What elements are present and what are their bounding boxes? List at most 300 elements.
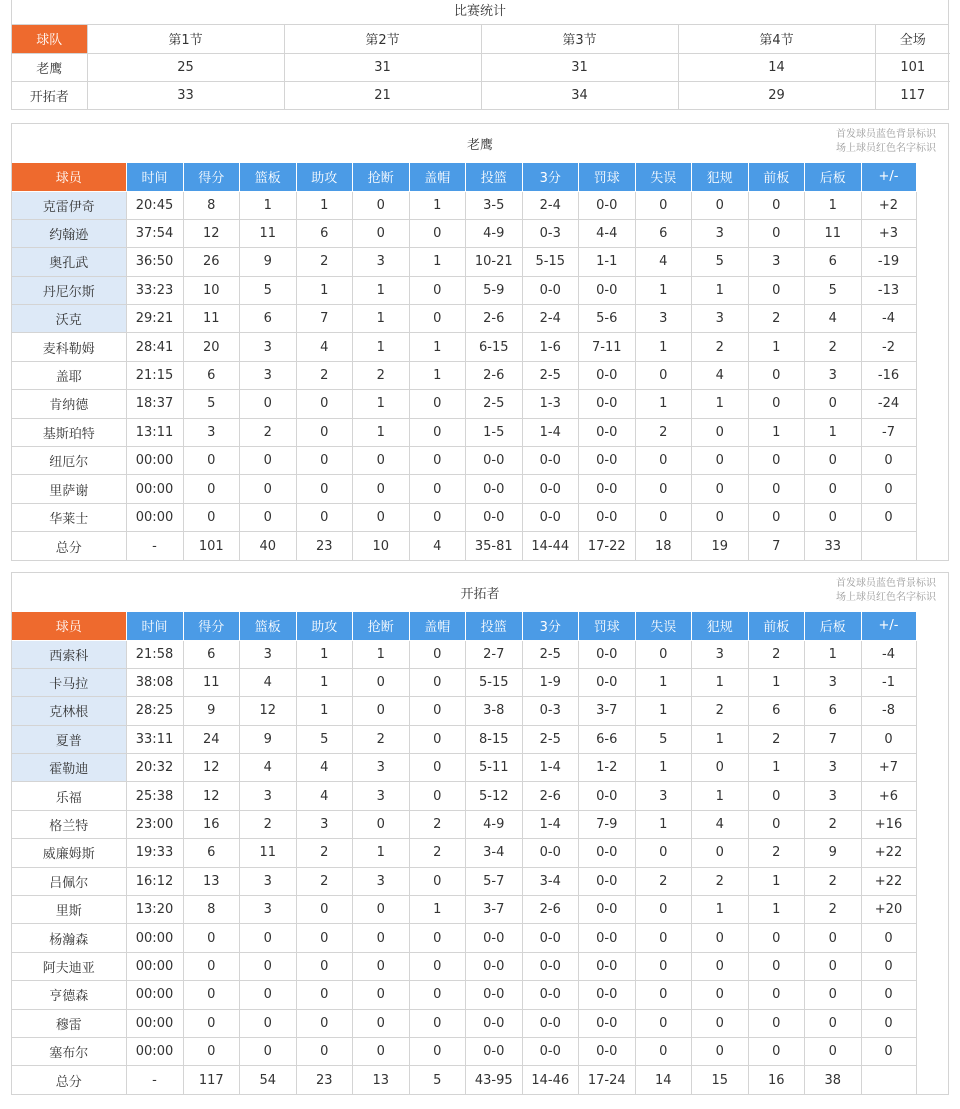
stat-blocks: 0 (409, 725, 466, 753)
stat-off-reb: 0 (748, 1037, 805, 1065)
stat-rebounds: 0 (240, 503, 297, 531)
stat-ft: 0-0 (579, 361, 636, 389)
stat-three-pt: 2-4 (522, 191, 579, 219)
summary-q1-score: 33 (87, 81, 284, 109)
stat-assists: 0 (296, 952, 353, 980)
stat-plus-minus: +16 (861, 810, 916, 838)
stat-def-reb: 3 (805, 668, 862, 696)
stat-fg: 2-6 (466, 361, 523, 389)
stat-rebounds: 6 (240, 305, 297, 333)
stat-fouls: 0 (692, 952, 749, 980)
player-row (12, 390, 916, 418)
stat-rebounds: 3 (240, 361, 297, 389)
stat-ft: 0-0 (579, 839, 636, 867)
summary-row-blazers (12, 81, 950, 109)
stat-points: 0 (183, 1037, 240, 1065)
total-turnovers: 14 (635, 1066, 692, 1094)
stat-assists: 0 (296, 447, 353, 475)
stat-plus-minus: -7 (861, 418, 916, 446)
player-name[interactable]: 穆雷 (12, 1009, 126, 1037)
player-name[interactable]: 丹尼尔斯 (12, 276, 126, 304)
stat-assists: 0 (296, 475, 353, 503)
stat-turnovers: 0 (635, 640, 692, 668)
stat-def-reb: 1 (805, 418, 862, 446)
stat-fg: 4-9 (466, 219, 523, 247)
stat-off-reb: 0 (748, 447, 805, 475)
player-name[interactable]: 基斯珀特 (12, 418, 126, 446)
stat-blocks: 0 (409, 1037, 466, 1065)
stat-plus-minus: +2 (861, 191, 916, 219)
player-name[interactable]: 卡马拉 (12, 668, 126, 696)
stat-three-pt: 2-5 (522, 361, 579, 389)
stat-three-pt: 0-0 (522, 1009, 579, 1037)
stat-ft: 6-6 (579, 725, 636, 753)
stat-off-reb: 6 (748, 697, 805, 725)
player-row (12, 219, 916, 247)
stat-def-reb: 2 (805, 810, 862, 838)
player-name[interactable]: 夏普 (12, 725, 126, 753)
stat-fouls: 0 (692, 754, 749, 782)
stat-minutes: 16:12 (126, 867, 183, 895)
stat-ft: 1-2 (579, 754, 636, 782)
stat-fouls: 1 (692, 896, 749, 924)
stat-minutes: 00:00 (126, 475, 183, 503)
stat-three-pt: 1-9 (522, 668, 579, 696)
stat-rebounds: 4 (240, 754, 297, 782)
stat-def-reb: 3 (805, 782, 862, 810)
stat-assists: 3 (296, 810, 353, 838)
summary-row-hawks (12, 53, 950, 81)
summary-q1-score: 25 (87, 53, 284, 81)
stat-turnovers: 1 (635, 810, 692, 838)
stat-rebounds: 2 (240, 418, 297, 446)
stat-rebounds: 5 (240, 276, 297, 304)
stat-turnovers: 1 (635, 333, 692, 361)
stat-steals: 0 (353, 503, 410, 531)
stat-rebounds: 2 (240, 810, 297, 838)
total-fg: 35-81 (466, 532, 523, 560)
stat-three-pt: 2-4 (522, 305, 579, 333)
stat-plus-minus: +3 (861, 219, 916, 247)
stat-assists: 7 (296, 305, 353, 333)
stat-fg: 0-0 (466, 924, 523, 952)
summary-header-q4: 第4节 (678, 25, 875, 53)
column-header-turnovers[interactable]: 失误 (635, 163, 692, 191)
stat-blocks: 0 (409, 305, 466, 333)
stat-blocks: 0 (409, 952, 466, 980)
stat-assists: 0 (296, 896, 353, 924)
summary-q3-score: 31 (481, 53, 678, 81)
column-header-points[interactable]: 得分 (183, 612, 240, 640)
stat-fg: 2-6 (466, 305, 523, 333)
stat-fouls: 3 (692, 640, 749, 668)
stat-rebounds: 12 (240, 697, 297, 725)
stat-ft: 0-0 (579, 640, 636, 668)
column-header-player[interactable]: 球员 (12, 612, 126, 640)
stat-rebounds: 9 (240, 248, 297, 276)
player-row (12, 333, 916, 361)
stat-plus-minus: +22 (861, 867, 916, 895)
player-name[interactable]: 约翰逊 (12, 219, 126, 247)
player-name[interactable]: 盖耶 (12, 361, 126, 389)
stat-turnovers: 0 (635, 191, 692, 219)
stat-def-reb: 0 (805, 390, 862, 418)
player-name[interactable]: 吕佩尔 (12, 867, 126, 895)
stat-rebounds: 4 (240, 668, 297, 696)
stat-three-pt: 1-4 (522, 418, 579, 446)
stat-points: 0 (183, 475, 240, 503)
stat-rebounds: 1 (240, 191, 297, 219)
stat-assists: 2 (296, 867, 353, 895)
player-name[interactable]: 华莱士 (12, 503, 126, 531)
stat-assists: 0 (296, 981, 353, 1009)
total-blocks: 4 (409, 532, 466, 560)
stat-off-reb: 0 (748, 276, 805, 304)
summary-q2-score: 31 (284, 53, 481, 81)
player-name[interactable]: 沃克 (12, 305, 126, 333)
stat-minutes: 38:08 (126, 668, 183, 696)
stat-def-reb: 5 (805, 276, 862, 304)
stat-blocks: 0 (409, 668, 466, 696)
stat-blocks: 0 (409, 981, 466, 1009)
stat-points: 20 (183, 333, 240, 361)
player-name[interactable]: 阿夫迪亚 (12, 952, 126, 980)
stat-steals: 1 (353, 418, 410, 446)
stat-steals: 0 (353, 475, 410, 503)
column-header-steals[interactable]: 抢断 (353, 612, 410, 640)
stat-def-reb: 3 (805, 361, 862, 389)
stat-off-reb: 0 (748, 475, 805, 503)
column-header-assists[interactable]: 助攻 (296, 163, 353, 191)
stat-fouls: 0 (692, 447, 749, 475)
player-name[interactable]: 亨德森 (12, 981, 126, 1009)
column-header-plus-minus[interactable]: +/- (861, 612, 916, 640)
stat-fg: 5-12 (466, 782, 523, 810)
stat-turnovers: 1 (635, 754, 692, 782)
stat-plus-minus: 0 (861, 503, 916, 531)
stat-assists: 5 (296, 725, 353, 753)
stat-def-reb: 9 (805, 839, 862, 867)
stat-turnovers: 0 (635, 361, 692, 389)
stat-plus-minus: 0 (861, 981, 916, 1009)
player-name[interactable]: 格兰特 (12, 810, 126, 838)
stat-def-reb: 2 (805, 867, 862, 895)
stat-rebounds: 0 (240, 475, 297, 503)
stat-def-reb: 11 (805, 219, 862, 247)
player-name[interactable]: 肯纳德 (12, 390, 126, 418)
column-header-off-reb[interactable]: 前板 (748, 163, 805, 191)
total-three-pt: 14-44 (522, 532, 579, 560)
column-header-points[interactable]: 得分 (183, 163, 240, 191)
stat-plus-minus: -4 (861, 305, 916, 333)
stat-minutes: 00:00 (126, 924, 183, 952)
stat-def-reb: 0 (805, 503, 862, 531)
total-ft: 17-22 (579, 532, 636, 560)
stat-three-pt: 0-0 (522, 981, 579, 1009)
total-ft: 17-24 (579, 1066, 636, 1094)
stat-plus-minus: 0 (861, 1009, 916, 1037)
stat-turnovers: 0 (635, 952, 692, 980)
player-name[interactable]: 塞布尔 (12, 1037, 126, 1065)
stat-turnovers: 3 (635, 782, 692, 810)
stat-plus-minus: -4 (861, 640, 916, 668)
stat-ft: 0-0 (579, 924, 636, 952)
stat-plus-minus: 0 (861, 1037, 916, 1065)
team-boxscore-hawks (11, 123, 949, 561)
player-name[interactable]: 乐福 (12, 782, 126, 810)
stat-points: 8 (183, 896, 240, 924)
total-three-pt: 14-46 (522, 1066, 579, 1094)
column-header-off-reb[interactable]: 前板 (748, 612, 805, 640)
stat-steals: 1 (353, 333, 410, 361)
summary-full-score: 117 (900, 87, 926, 103)
stat-minutes: 00:00 (126, 981, 183, 1009)
player-row (12, 725, 916, 753)
stat-three-pt: 0-0 (522, 924, 579, 952)
player-row (12, 475, 916, 503)
stat-three-pt: 0-0 (522, 447, 579, 475)
stat-steals: 1 (353, 839, 410, 867)
stat-def-reb: 6 (805, 248, 862, 276)
stat-assists: 1 (296, 668, 353, 696)
column-header-steals[interactable]: 抢断 (353, 163, 410, 191)
stat-ft: 0-0 (579, 191, 636, 219)
stat-plus-minus: +7 (861, 754, 916, 782)
stat-points: 5 (183, 390, 240, 418)
stat-fouls: 0 (692, 475, 749, 503)
player-name[interactable]: 里萨谢 (12, 475, 126, 503)
stat-ft: 1-1 (579, 248, 636, 276)
player-name[interactable]: 西索科 (12, 640, 126, 668)
summary-title: 比赛统计 (12, 0, 948, 25)
stat-minutes: 36:50 (126, 248, 183, 276)
summary-team-name: 老鹰 (12, 53, 87, 81)
stat-def-reb: 0 (805, 952, 862, 980)
team-boxscore-header (12, 573, 948, 612)
stat-def-reb: 0 (805, 924, 862, 952)
column-header-blocks[interactable]: 盖帽 (409, 163, 466, 191)
stat-rebounds: 3 (240, 867, 297, 895)
stat-ft: 0-0 (579, 390, 636, 418)
stat-points: 6 (183, 839, 240, 867)
stat-turnovers: 0 (635, 475, 692, 503)
column-header-ft[interactable]: 罚球 (579, 612, 636, 640)
stat-steals: 2 (353, 361, 410, 389)
stat-turnovers: 6 (635, 219, 692, 247)
player-row (12, 697, 916, 725)
stat-fouls: 1 (692, 668, 749, 696)
stat-turnovers: 0 (635, 924, 692, 952)
stat-minutes: 20:45 (126, 191, 183, 219)
column-header-turnovers[interactable]: 失误 (635, 612, 692, 640)
stat-off-reb: 1 (748, 896, 805, 924)
stat-steals: 3 (353, 754, 410, 782)
stat-turnovers: 5 (635, 725, 692, 753)
player-stats-table (12, 612, 917, 1094)
stat-points: 6 (183, 640, 240, 668)
stat-assists: 4 (296, 333, 353, 361)
stat-fouls: 0 (692, 1037, 749, 1065)
stat-off-reb: 0 (748, 810, 805, 838)
stat-minutes: 33:11 (126, 725, 183, 753)
column-header-player[interactable]: 球员 (12, 163, 126, 191)
stat-plus-minus: 0 (861, 475, 916, 503)
column-header-three-pt[interactable]: 3分 (522, 612, 579, 640)
stat-turnovers: 0 (635, 503, 692, 531)
stat-off-reb: 1 (748, 754, 805, 782)
stat-turnovers: 0 (635, 1009, 692, 1037)
summary-q2-score: 21 (284, 81, 481, 109)
player-name[interactable]: 麦科勒姆 (12, 333, 126, 361)
total-off-reb: 16 (748, 1066, 805, 1094)
stat-blocks: 0 (409, 503, 466, 531)
stat-ft: 5-6 (579, 305, 636, 333)
player-row (12, 754, 916, 782)
stat-points: 0 (183, 503, 240, 531)
column-header-rebounds[interactable]: 篮板 (240, 163, 297, 191)
stat-fouls: 3 (692, 219, 749, 247)
legend-starter-note: 首发球员蓝色背景标识 (836, 578, 936, 589)
legend-note (836, 577, 936, 605)
column-header-minutes[interactable]: 时间 (126, 612, 183, 640)
player-name[interactable]: 克雷伊奇 (12, 191, 126, 219)
stat-off-reb: 0 (748, 191, 805, 219)
total-blocks: 5 (409, 1066, 466, 1094)
player-name[interactable]: 克林根 (12, 697, 126, 725)
team-name-title: 开拓者 (460, 587, 500, 602)
summary-header-q3: 第3节 (481, 25, 678, 53)
stat-fouls: 2 (692, 697, 749, 725)
column-header-plus-minus[interactable]: +/- (861, 163, 916, 191)
column-header-def-reb[interactable]: 后板 (805, 163, 862, 191)
stat-ft: 0-0 (579, 981, 636, 1009)
stat-assists: 2 (296, 361, 353, 389)
stat-plus-minus: 0 (861, 725, 916, 753)
stat-fg: 5-7 (466, 867, 523, 895)
summary-header-full: 全场 (875, 25, 950, 53)
stat-rebounds: 0 (240, 952, 297, 980)
stat-turnovers: 1 (635, 668, 692, 696)
stat-minutes: 13:11 (126, 418, 183, 446)
stat-off-reb: 2 (748, 640, 805, 668)
stat-blocks: 2 (409, 839, 466, 867)
column-header-ft[interactable]: 罚球 (579, 163, 636, 191)
total-plus-minus (861, 532, 916, 560)
team-name-title: 老鹰 (466, 138, 493, 153)
stat-steals: 1 (353, 390, 410, 418)
stat-blocks: 0 (409, 867, 466, 895)
stat-assists: 1 (296, 640, 353, 668)
stat-ft: 0-0 (579, 952, 636, 980)
stat-assists: 1 (296, 276, 353, 304)
stat-rebounds: 0 (240, 1037, 297, 1065)
stat-fg: 0-0 (466, 475, 523, 503)
column-header-three-pt[interactable]: 3分 (522, 163, 579, 191)
stat-fg: 6-15 (466, 333, 523, 361)
stat-minutes: 20:32 (126, 754, 183, 782)
column-header-def-reb[interactable]: 后板 (805, 612, 862, 640)
stat-rebounds: 0 (240, 1009, 297, 1037)
stat-fg: 3-4 (466, 839, 523, 867)
stat-turnovers: 2 (635, 867, 692, 895)
stat-steals: 3 (353, 867, 410, 895)
stat-def-reb: 0 (805, 475, 862, 503)
stat-minutes: 37:54 (126, 219, 183, 247)
column-header-fg[interactable]: 投篮 (466, 163, 523, 191)
stat-three-pt: 2-5 (522, 640, 579, 668)
stat-three-pt: 5-15 (522, 248, 579, 276)
stat-fg: 3-5 (466, 191, 523, 219)
player-name[interactable]: 奥孔武 (12, 248, 126, 276)
player-name[interactable]: 里斯 (12, 896, 126, 924)
stat-off-reb: 0 (748, 924, 805, 952)
stat-fg: 3-7 (466, 896, 523, 924)
column-header-fg[interactable]: 投篮 (466, 612, 523, 640)
legend-starter-note: 首发球员蓝色背景标识 (836, 129, 936, 140)
column-header-blocks[interactable]: 盖帽 (409, 612, 466, 640)
player-name[interactable]: 杨瀚森 (12, 924, 126, 952)
summary-q4-score: 29 (678, 81, 875, 109)
stat-blocks: 0 (409, 447, 466, 475)
stat-assists: 6 (296, 219, 353, 247)
stat-ft: 0-0 (579, 896, 636, 924)
stat-fg: 2-5 (466, 390, 523, 418)
stat-points: 0 (183, 924, 240, 952)
stat-blocks: 1 (409, 361, 466, 389)
stat-turnovers: 4 (635, 248, 692, 276)
player-row (12, 839, 916, 867)
stat-minutes: 18:37 (126, 390, 183, 418)
player-name[interactable]: 纽厄尔 (12, 447, 126, 475)
stat-steals: 2 (353, 725, 410, 753)
stat-minutes: 28:41 (126, 333, 183, 361)
stat-steals: 0 (353, 697, 410, 725)
player-row (12, 924, 916, 952)
stat-blocks: 0 (409, 697, 466, 725)
player-name[interactable]: 威廉姆斯 (12, 839, 126, 867)
stat-ft: 0-0 (579, 782, 636, 810)
stat-def-reb: 0 (805, 1037, 862, 1065)
player-row (12, 896, 916, 924)
stat-turnovers: 1 (635, 697, 692, 725)
player-name[interactable]: 霍勒迪 (12, 754, 126, 782)
column-header-fouls[interactable]: 犯规 (692, 163, 749, 191)
column-header-assists[interactable]: 助攻 (296, 612, 353, 640)
stat-fouls: 1 (692, 782, 749, 810)
total-def-reb: 33 (805, 532, 862, 560)
stat-steals: 0 (353, 952, 410, 980)
total-fg: 43-95 (466, 1066, 523, 1094)
stat-blocks: 0 (409, 390, 466, 418)
stat-off-reb: 1 (748, 668, 805, 696)
column-header-fouls[interactable]: 犯规 (692, 612, 749, 640)
player-row (12, 1037, 916, 1065)
stat-plus-minus: 0 (861, 952, 916, 980)
column-header-minutes[interactable]: 时间 (126, 163, 183, 191)
stat-ft: 7-9 (579, 810, 636, 838)
stat-fg: 0-0 (466, 447, 523, 475)
stat-points: 12 (183, 219, 240, 247)
stat-assists: 0 (296, 1037, 353, 1065)
stat-def-reb: 2 (805, 333, 862, 361)
stat-plus-minus: 0 (861, 924, 916, 952)
stat-minutes: 00:00 (126, 1037, 183, 1065)
stat-ft: 4-4 (579, 219, 636, 247)
legend-note (836, 128, 936, 156)
stat-fouls: 0 (692, 924, 749, 952)
stat-turnovers: 0 (635, 1037, 692, 1065)
column-header-rebounds[interactable]: 篮板 (240, 612, 297, 640)
